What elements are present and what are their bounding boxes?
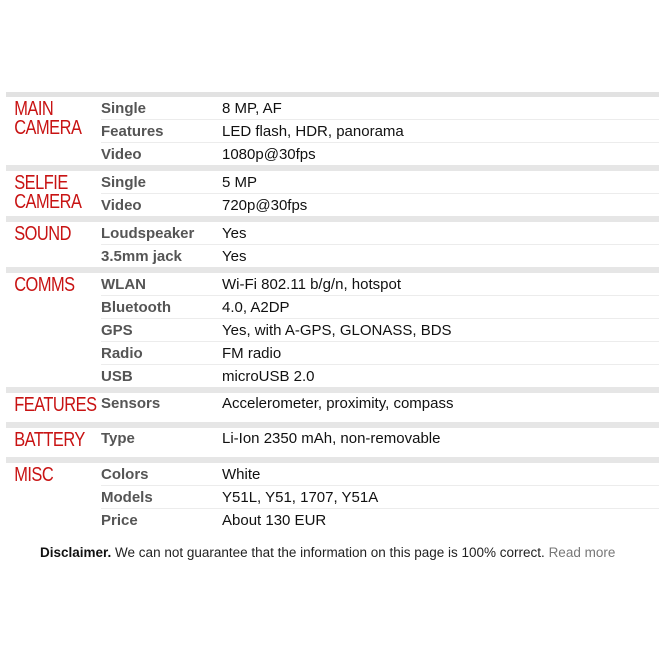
spec-rows [101, 97, 659, 165]
section-title [6, 171, 84, 216]
spec-key: Models [101, 488, 153, 506]
spec-key: Video [101, 145, 142, 163]
section-misc [6, 457, 659, 531]
spec-key: Features [101, 122, 164, 140]
section-title [6, 97, 84, 165]
section-main-camera [6, 92, 659, 165]
specs-table [6, 92, 659, 531]
spec-row [101, 486, 659, 509]
spec-rows [101, 273, 659, 387]
disclaimer-text: We can not guarantee that the information on this page is 100% correct. [111, 545, 549, 560]
spec-row [101, 222, 659, 245]
spec-row [101, 319, 659, 342]
spec-value: Wi-Fi 802.11 b/g/n, hotspot [222, 275, 401, 293]
section-title-line: CAMERA [14, 191, 82, 213]
spec-row [101, 143, 659, 165]
spec-value: LED flash, HDR, panorama [222, 122, 404, 140]
spec-row [101, 245, 659, 267]
spec-row [101, 120, 659, 143]
section-features [6, 387, 659, 422]
disclaimer [40, 545, 615, 560]
spec-value: FM radio [222, 344, 282, 362]
spec-rows [101, 393, 659, 422]
spec-row [101, 342, 659, 365]
spec-key: Sensors [101, 395, 161, 412]
spec-key: GPS [101, 321, 133, 339]
spec-value: Yes, with A-GPS, GLONASS, BDS [222, 321, 452, 339]
spec-rows [101, 463, 659, 531]
spec-row [101, 97, 659, 120]
spec-row [101, 463, 659, 486]
section-title-line: BATTERY [14, 429, 85, 451]
spec-value: Li-Ion 2350 mAh, non-removable [222, 430, 441, 447]
section-title-line: SELFIE [14, 172, 68, 194]
section-comms [6, 267, 659, 387]
spec-row [101, 509, 659, 531]
spec-value: 1080p@30fps [222, 145, 316, 163]
spec-value: Yes [222, 247, 247, 265]
spec-row [101, 194, 659, 216]
spec-value: Accelerometer, proximity, compass [222, 395, 454, 412]
section-title [6, 393, 97, 422]
spec-key: Video [101, 196, 142, 214]
spec-value: Yes [222, 224, 247, 242]
spec-row [101, 171, 659, 194]
spec-key: Price [101, 511, 138, 529]
spec-value: 720p@30fps [222, 196, 308, 214]
spec-row [101, 296, 659, 319]
spec-value: White [222, 465, 261, 483]
section-title [6, 273, 84, 387]
read-more-link[interactable]: Read more [548, 545, 616, 560]
section-title [6, 463, 84, 531]
section-selfie-camera [6, 165, 659, 216]
spec-value: About 130 EUR [222, 511, 327, 529]
section-title [6, 428, 84, 457]
spec-key: Type [101, 430, 135, 447]
section-title-line: MAIN [14, 98, 54, 120]
spec-rows [101, 428, 659, 457]
spec-value: 8 MP, AF [222, 99, 282, 117]
spec-value: 5 MP [222, 173, 258, 191]
spec-key: USB [101, 367, 133, 385]
section-battery [6, 422, 659, 457]
section-title-line: SOUND [14, 223, 71, 245]
spec-key: WLAN [101, 275, 146, 293]
spec-key: Colors [101, 465, 149, 483]
section-sound [6, 216, 659, 267]
section-title-line: COMMS [14, 274, 75, 296]
spec-row [101, 365, 659, 387]
spec-value: 4.0, A2DP [222, 298, 290, 316]
spec-key: Single [101, 99, 147, 117]
spec-value: Y51L, Y51, 1707, Y51A [222, 488, 379, 506]
section-title [6, 222, 84, 267]
spec-key: Loudspeaker [101, 224, 195, 242]
spec-key: Single [101, 173, 147, 191]
disclaimer-label: Disclaimer. [40, 545, 112, 560]
spec-rows [101, 222, 659, 267]
spec-row [101, 428, 659, 457]
section-title-line: CAMERA [14, 117, 82, 139]
spec-rows [101, 171, 659, 216]
spec-value: microUSB 2.0 [222, 367, 315, 385]
spec-row [101, 273, 659, 296]
spec-key: 3.5mm jack [101, 247, 182, 265]
spec-key: Bluetooth [101, 298, 171, 316]
spec-key: Radio [101, 344, 143, 362]
section-title-line: MISC [14, 464, 54, 486]
spec-row [101, 393, 659, 422]
section-title-line: FEATURES [14, 394, 97, 416]
